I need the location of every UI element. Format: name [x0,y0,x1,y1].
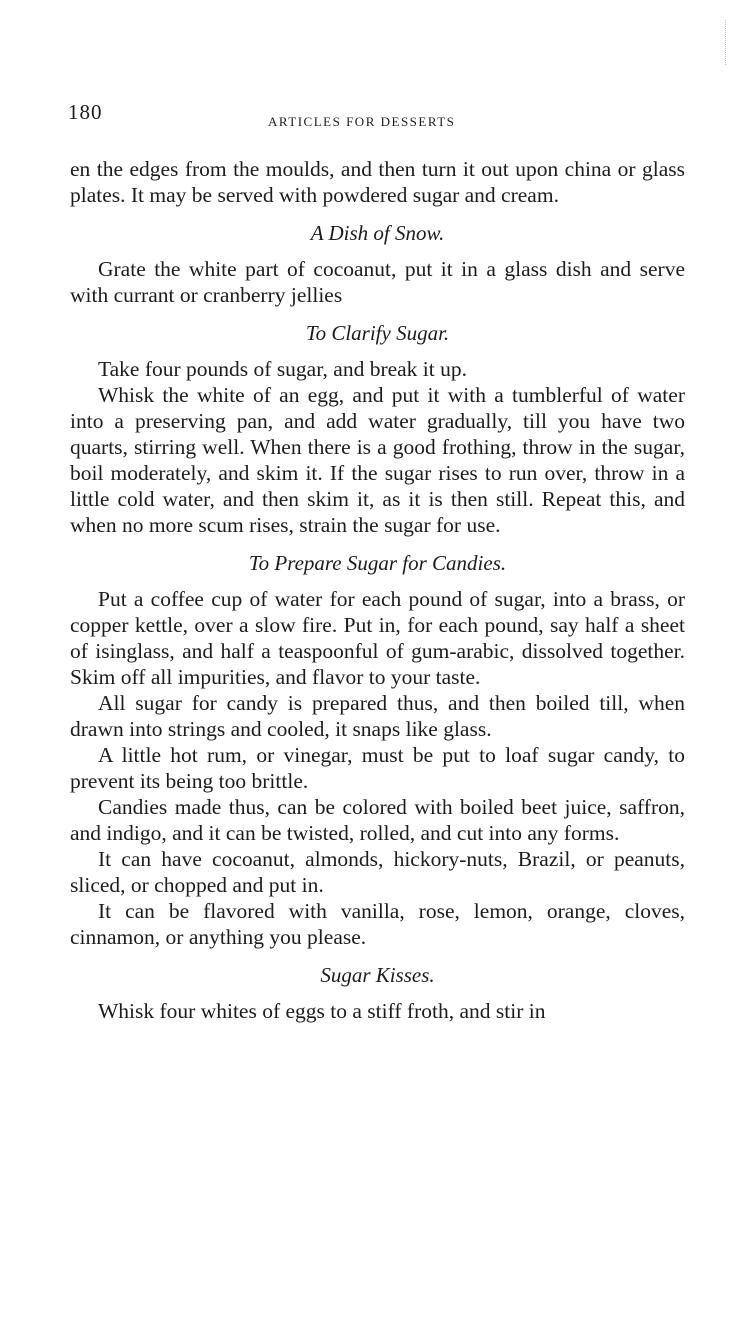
paragraph: Whisk four whites of eggs to a stiff froth, and stir in [98,999,546,1023]
section-title-dish-of-snow: A Dish of Snow. [310,221,445,245]
margin-mark [725,20,734,65]
page-body [70,156,685,1024]
section-title-sugar-for-candies: To Prepare Sugar for Candies. [248,551,507,575]
paragraph: Candies made thus, can be colored with boiled beet juice, saffron, and indigo, and it can be twisted, rolled, and cut into any forms. [70,795,685,845]
paragraph: Take four pounds of sugar, and break it up. [98,357,468,381]
page-number: 180 [68,100,103,124]
paragraph: All sugar for candy is prepared thus, and then boiled till, when drawn into strings and cooled, it snaps like glass. [70,691,685,741]
section-title-clarify-sugar: To Clarify Sugar. [305,321,450,345]
paragraph: Whisk the white of an egg, and put it with a tumblerful of water into a preserving pan, and add water gradually, till you have two quarts, stirring well. When there is a good frothing, throw in the sugar, boil moderately, and skim it. If the sugar rises to run over, throw in a little cold water, and then skim it, as it is then still. Repeat this, and when no more scum rises, strain the sugar for use. [70,383,685,537]
paragraph: A little hot rum, or vinegar, must be put to loaf sugar candy, to prevent its being too brittle. [70,743,685,793]
paragraph: It can have cocoanut, almonds, hickory-nuts, Brazil, or peanuts, sliced, or chopped and put in. [70,847,685,897]
running-head: ARTICLES FOR DESSERTS [268,114,456,129]
paragraph: Grate the white part of cocoanut, put it in a glass dish and serve with currant or cranberry jellies [70,257,685,307]
section-title-sugar-kisses: Sugar Kisses. [320,963,435,987]
paragraph: Put a coffee cup of water for each pound of sugar, into a brass, or copper kettle, over a slow fire. Put in, for each pound, say half a sheet of isinglass, and half a teaspoonful of gum-arabic, dissolved together. Skim off all impurities, and flavor to your taste. [70,587,685,689]
continued-paragraph: en the edges from the moulds, and then turn it out upon china or glass plates. It may be served with powdered sugar and cream. [70,157,685,207]
paragraph: It can be flavored with vanilla, rose, lemon, orange, cloves, cinnamon, or anything you please. [70,899,685,949]
page-header [68,100,688,136]
